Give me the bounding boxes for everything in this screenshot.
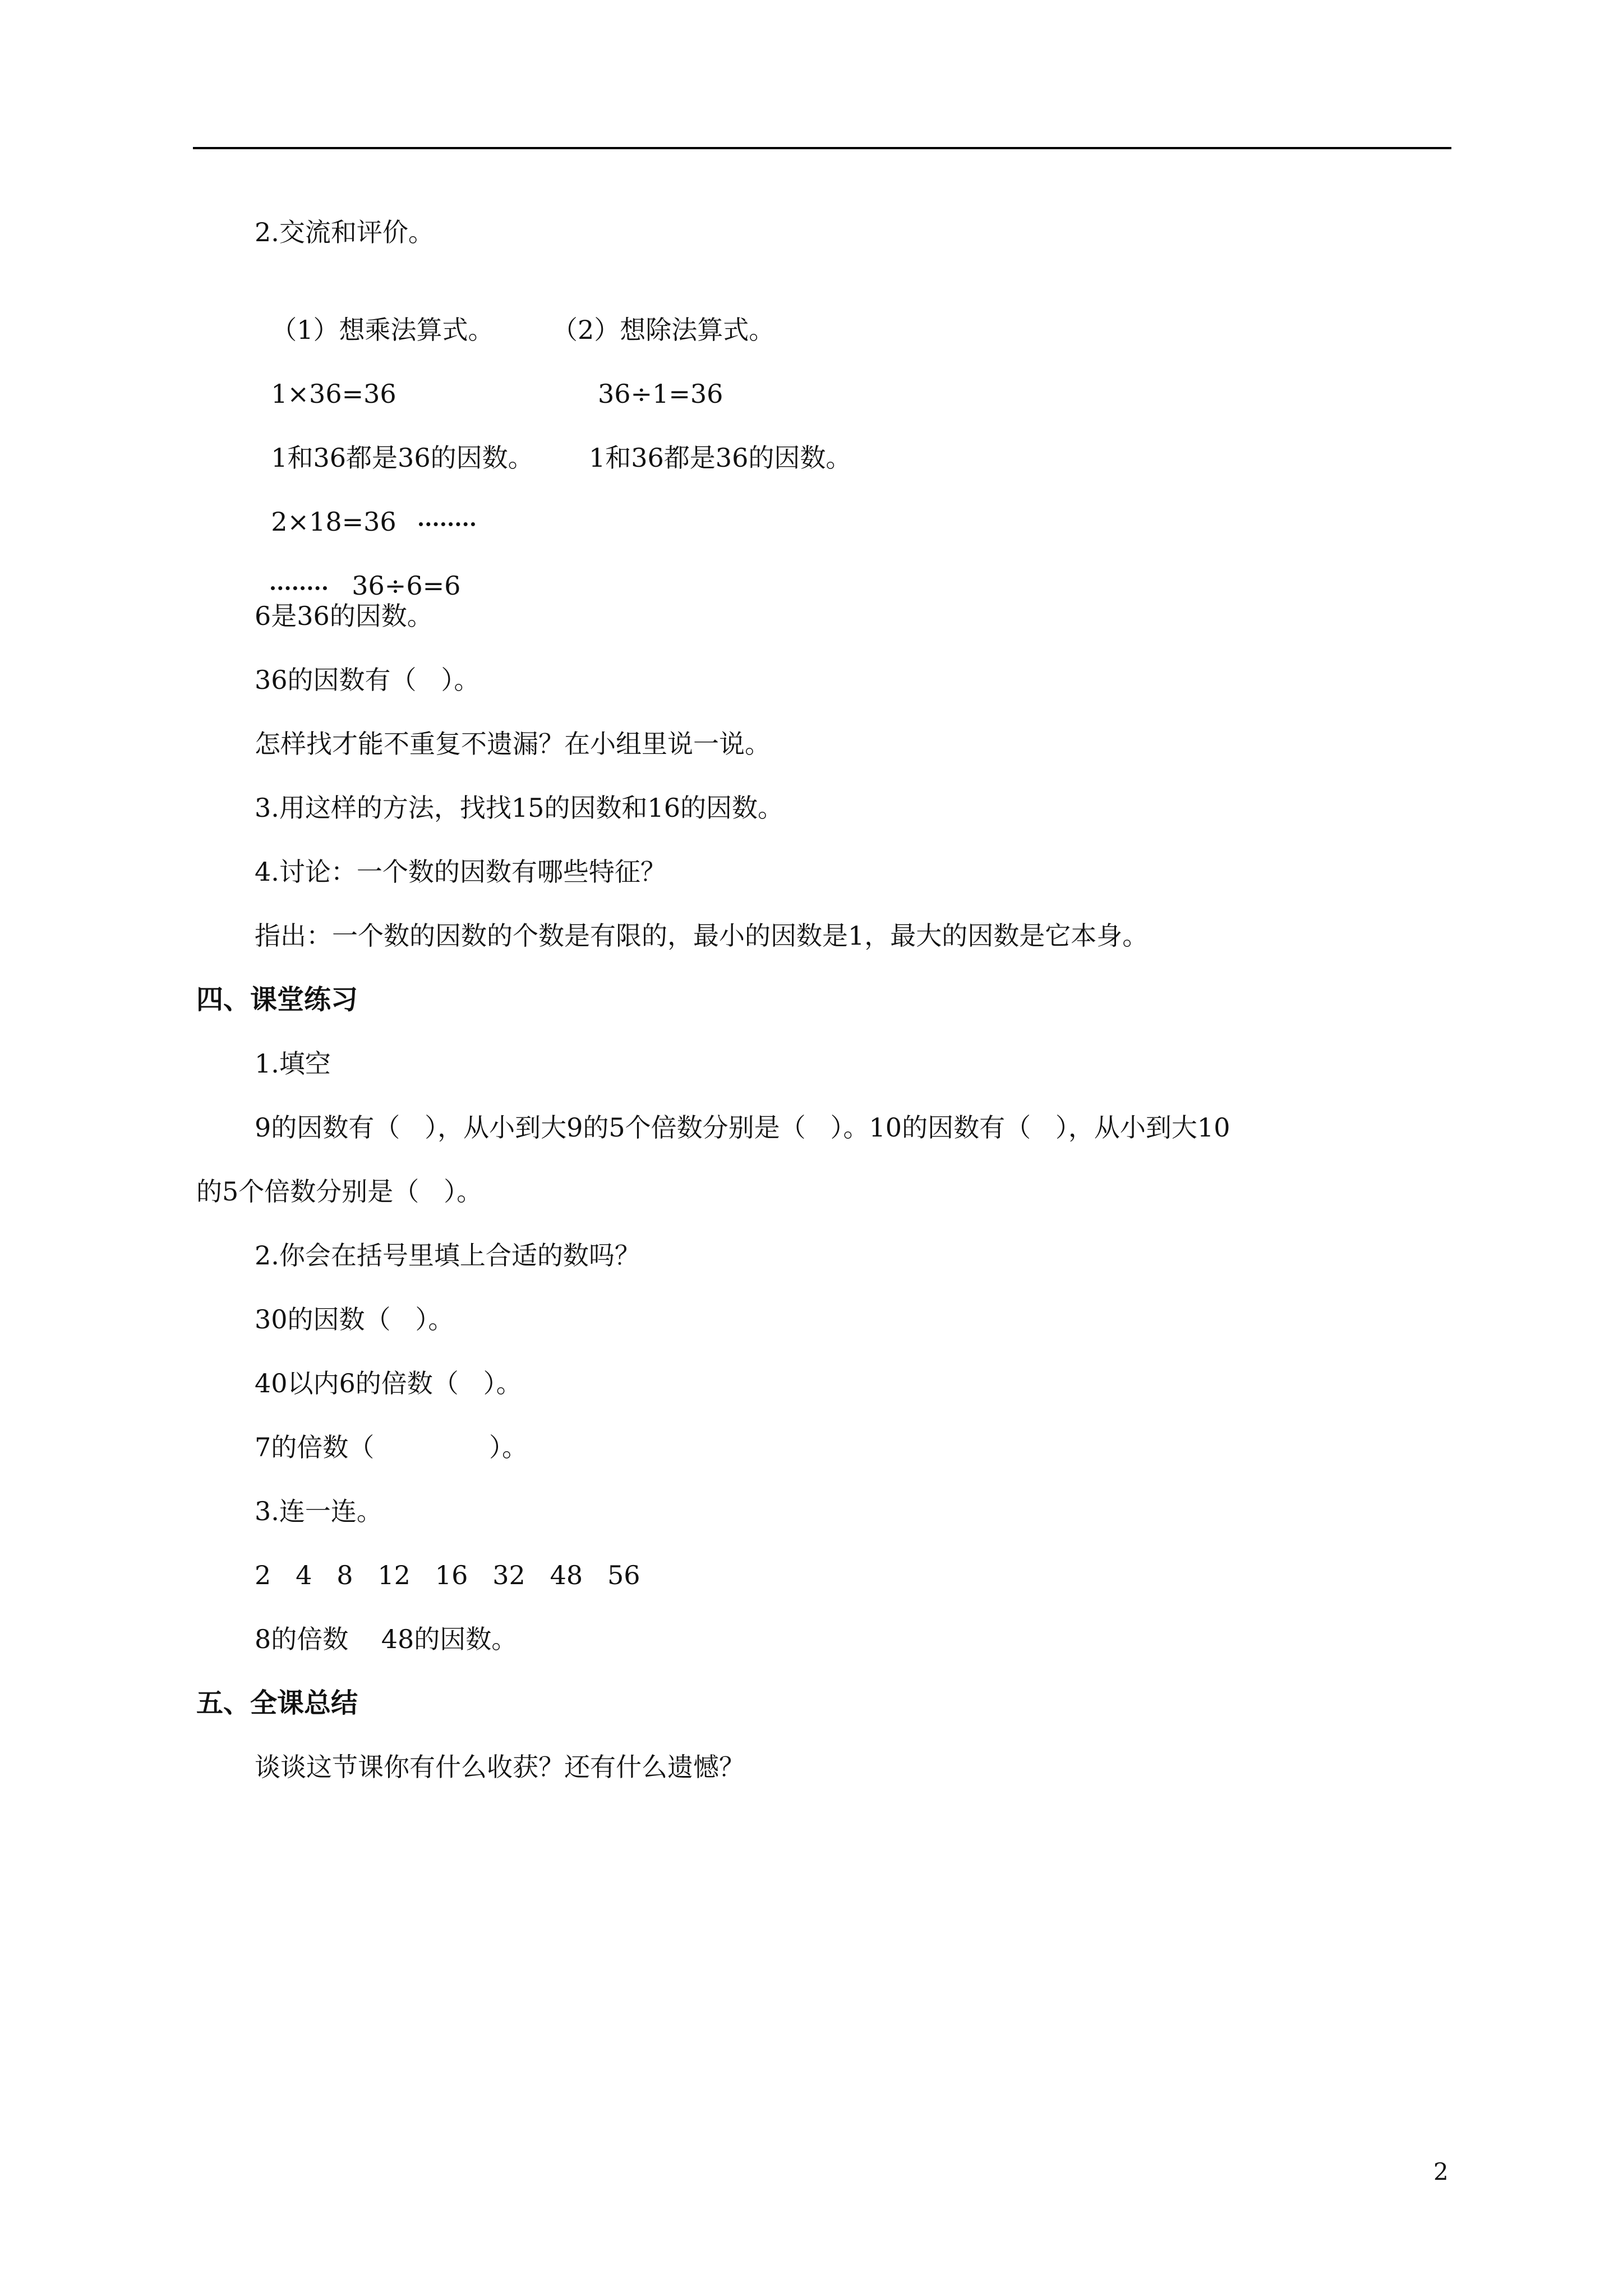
q3-numbers: 2 4 8 12 16 32 48 56 xyxy=(255,1560,640,1590)
equation-mult-1: 1×36=36 xyxy=(271,379,396,409)
equation-div-3: 36÷6=6 xyxy=(352,570,461,601)
q3-title: 3.连一连。 xyxy=(255,1496,382,1526)
ellipsis-dots xyxy=(419,522,475,526)
equation-row-1 xyxy=(255,343,723,411)
apply-line: 3.用这样的方法，找找15的因数和16的因数。 xyxy=(255,793,783,823)
note-row-3: 6是36的因数。 xyxy=(255,601,433,631)
q2-item-c: 7的倍数（ ）。 xyxy=(255,1432,528,1462)
section-4-heading: 四、课堂练习 xyxy=(196,984,358,1015)
q1-title: 1.填空 xyxy=(255,1048,331,1079)
point-out-line: 指出：一个数的因数的个数是有限的，最小的因数是1，最大的因数是它本身。 xyxy=(255,921,1149,951)
q1-line-2: 的5个倍数分别是（ ）。 xyxy=(196,1176,483,1207)
equation-row-2 xyxy=(255,471,475,539)
methods-line xyxy=(255,279,775,347)
q2-item-a: 30的因数（ ）。 xyxy=(255,1304,454,1335)
q1-line-1: 9的因数有（ ），从小到大9的5个倍数分别是（ ）。10的因数有（ ），从小到大10 xyxy=(255,1112,1230,1143)
equation-mult-2: 2×18=36 xyxy=(271,507,396,537)
q2-item-b: 40以内6的倍数（ ）。 xyxy=(255,1368,522,1398)
ellipsis-dots xyxy=(271,586,327,590)
section-5-heading: 五、全课总结 xyxy=(196,1687,358,1719)
equation-div-1: 36÷1=36 xyxy=(598,379,723,409)
q3-categories: 8的倍数 48的因数。 xyxy=(255,1624,518,1654)
note-row-1 xyxy=(255,407,852,475)
factors-36-line: 36的因数有（ ）。 xyxy=(255,665,480,695)
how-to-find-line: 怎样找才能不重复不遗漏？在小组里说一说。 xyxy=(255,729,771,759)
header-rule xyxy=(193,147,1451,149)
equation-row-3 xyxy=(255,535,460,602)
method-multiplication: （1）想乘法算式。 xyxy=(271,315,494,345)
q2-title: 2.你会在括号里填上合适的数吗？ xyxy=(255,1240,640,1271)
note-div-1: 1和36都是36的因数。 xyxy=(589,443,852,473)
page-number: 2 xyxy=(1433,2158,1449,2185)
method-division: （2）想除法算式。 xyxy=(552,315,775,345)
exchange-line: 2.交流和评价。 xyxy=(255,217,434,247)
summary-line: 谈谈这节课你有什么收获？还有什么遗憾？ xyxy=(255,1752,745,1782)
note-mult-1: 1和36都是36的因数。 xyxy=(271,443,534,473)
discuss-line: 4.讨论：一个数的因数有哪些特征？ xyxy=(255,857,666,887)
